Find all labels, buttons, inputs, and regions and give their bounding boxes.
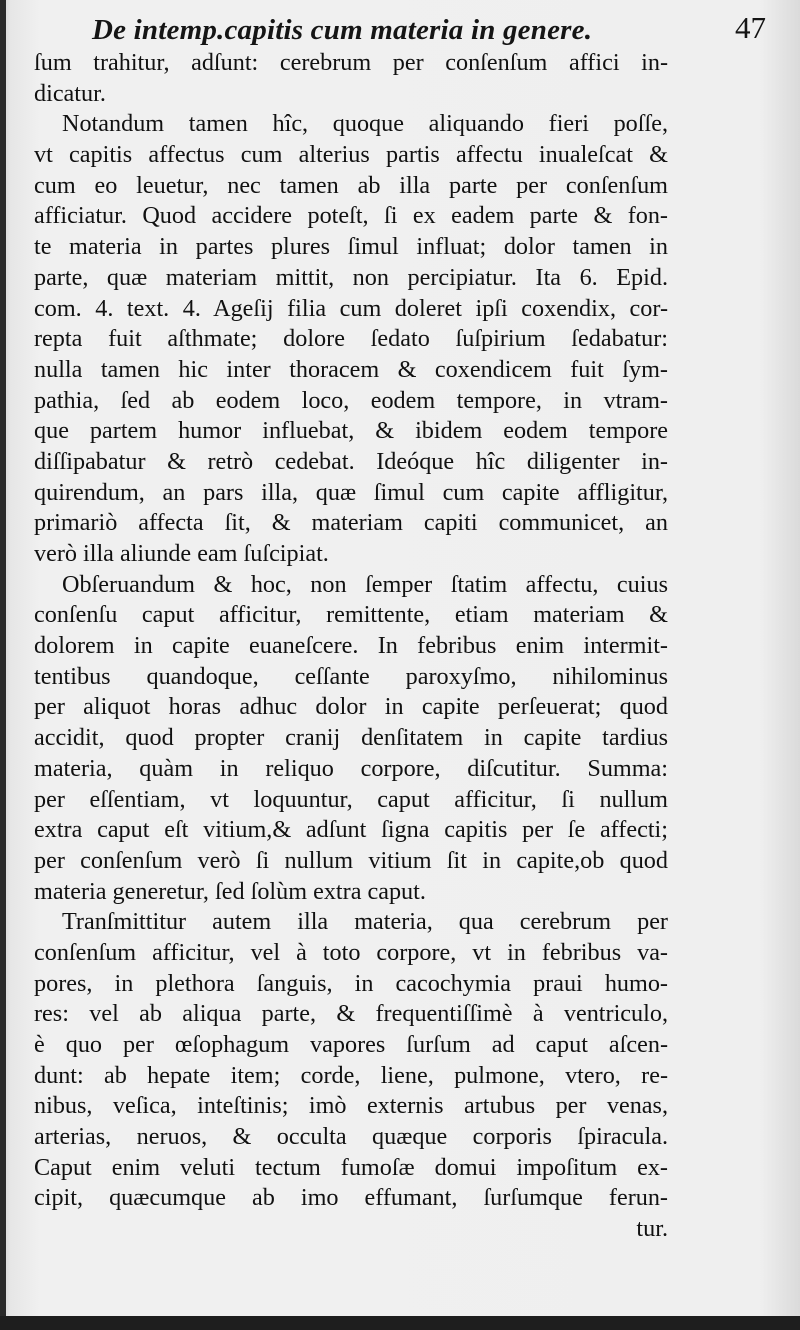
paragraph	[34, 48, 668, 109]
text-line: materia, quàm in reliquo corpore, diſcutitur. Summa:	[34, 754, 668, 782]
text-line: afficiatur. Quod accidere poteſt, ſi ex eadem parte & fon-	[34, 202, 668, 230]
text-line: dicatur.	[34, 79, 106, 107]
text-line: que partem humor influebat, & ibidem eodem tempore	[34, 417, 668, 445]
paragraph	[34, 570, 668, 908]
text-line: res: vel ab aliqua parte, & frequentiſſimè à ventriculo,	[34, 1000, 668, 1028]
text-line: Caput enim veluti tectum fumoſæ domui impoſitum ex-	[34, 1153, 668, 1181]
text-line: Tranſmittitur autem illa materia, qua cerebrum per	[62, 908, 668, 936]
text-line: accidit, quod propter cranij denſitatem in capite tardius	[34, 724, 668, 752]
text-line: è quo per œſophagum vapores ſurſum ad caput aſcen-	[34, 1031, 668, 1058]
text-line: materia generetur, ſed ſolùm extra caput.	[34, 877, 426, 905]
text-line: quirendum, an pars illa, quæ ſimul cum capite affligitur,	[34, 478, 668, 506]
text-line: te materia in partes plures ſimul influat; dolor tamen in	[34, 233, 668, 261]
text-line: parte, quæ materiam mittit, non percipiatur. Ita 6. Epid.	[34, 263, 668, 291]
text-line: dunt: ab hepate item; corde, liene, pulmone, vtero, re-	[34, 1061, 668, 1089]
catchword: tur.	[636, 1215, 668, 1243]
text-line: vt capitis affectus cum alterius partis affectu inualeſcat &	[34, 141, 668, 169]
text-line: arterias, neruos, & occulta quæque corporis ſpiracula.	[34, 1123, 668, 1151]
text-line: pores, in plethora ſanguis, in cacochymia praui humo-	[34, 969, 668, 997]
text-line: per aliquot horas adhuc dolor in capite perſeuerat; quod	[34, 693, 668, 721]
text-line: repta fuit aſthmate; dolore ſedato ſuſpirium ſedabatur:	[34, 325, 668, 353]
text-line: dolorem in capite euaneſcere. In febribus enim intermit-	[34, 632, 668, 660]
body-text	[34, 48, 668, 1245]
text-line: ſum trahitur, adſunt: cerebrum per conſenſum affici in-	[34, 49, 668, 76]
paragraph	[34, 907, 668, 1214]
text-line: conſenſu caput afficitur, remittente, etiam materiam &	[34, 601, 668, 629]
text-line: cipit, quæcumque ab imo effumant, ſurſumque ferun-	[34, 1184, 668, 1212]
page-edge-shadow	[0, 0, 6, 1330]
text-line: Obſeruandum & hoc, non ſemper ſtatim affectu, cuius	[62, 570, 668, 598]
page-bottom-edge	[0, 1316, 800, 1330]
text-line: primariò affecta ſit, & materiam capiti communicet, an	[34, 509, 668, 537]
text-line: cum eo leuetur, nec tamen ab illa parte per conſenſum	[34, 171, 668, 199]
text-line: diſſipabatur & retrò cedebat. Ideóque hîc diligenter in-	[34, 447, 668, 475]
text-line: com. 4. text. 4. Ageſij filia cum doleret ipſi coxendix, cor-	[34, 294, 668, 322]
paragraph	[34, 109, 668, 569]
text-line: nibus, veſica, inteſtinis; imò externis artubus per venas,	[34, 1092, 668, 1120]
text-line: tentibus quandoque, ceſſante paroxyſmo, nihilominus	[34, 662, 668, 690]
text-line: nulla tamen hic inter thoracem & coxendicem fuit ſym-	[34, 355, 668, 383]
text-line: conſenſum afficitur, vel à toto corpore, vt in febribus va-	[34, 938, 668, 966]
text-line: Notandum tamen hîc, quoque aliquando fieri poſſe,	[62, 110, 668, 138]
page-number: 47	[735, 10, 766, 45]
text-line: per eſſentiam, vt loquuntur, caput afficitur, ſi nullum	[34, 785, 668, 813]
text-line: pathia, ſed ab eodem loco, eodem tempore, in vtram-	[34, 386, 668, 414]
running-title: De intemp.capitis cum materia in genere.	[92, 14, 593, 46]
text-line: verò illa aliunde eam ſuſcipiat.	[34, 540, 329, 567]
text-line: extra caput eſt vitium,& adſunt ſigna capitis per ſe affecti;	[34, 816, 668, 844]
page-header	[80, 4, 770, 52]
text-line: per conſenſum verò ſi nullum vitium ſit in capite,ob quod	[34, 846, 668, 874]
